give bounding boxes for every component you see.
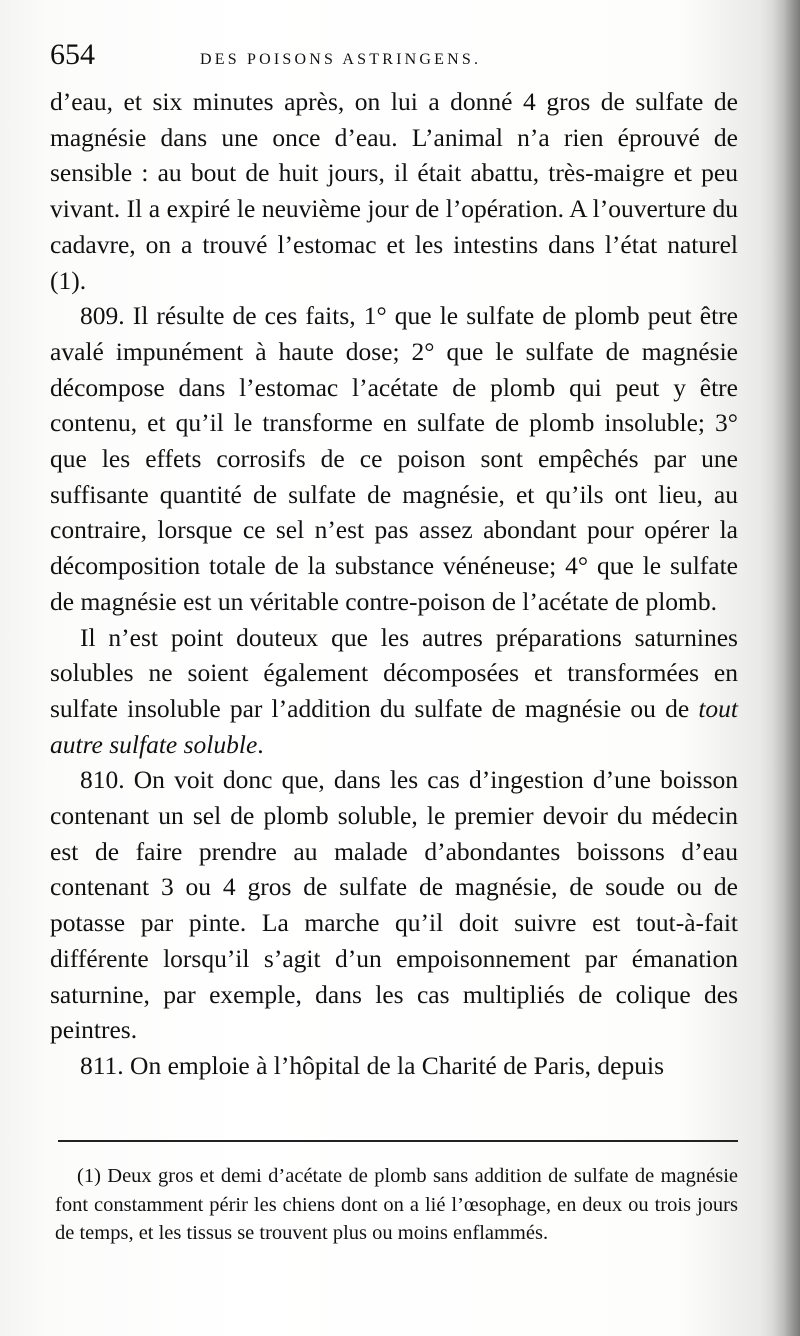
paragraph-810: 810. On voit donc que, dans les cas d’ingestion d’une boisson contenant un sel de plomb soluble, le premier devoir du médecin est de faire prendre au malade d’abondantes boissons d’eau contenant 3 ou 4 gros de sulfate de magnésie, de soude ou de potasse par pinte. La marche qu’il doit suivre est tout-à-fait différente lorsqu’il s’agit d’un empoisonnement par émanation saturnine, par exemple, dans les cas multipliés de colique des peintres. <box>50 765 738 1045</box>
running-title: DES POISONS ASTRINGENS. <box>200 51 482 68</box>
paragraph-811: 811. On emploie à l’hôpital de la Charité de Paris, depuis <box>80 1050 664 1080</box>
paragraph-3-italic: tout autre sulfate soluble <box>50 693 738 759</box>
page-header <box>50 38 740 78</box>
page-gutter-shadow <box>772 0 800 1336</box>
paragraph-3 <box>50 620 738 763</box>
footnote-separator <box>58 1140 738 1142</box>
footnote <box>55 1162 738 1248</box>
footnote-text: (1) Deux gros et demi d’acétate de plomb sans addition de sulfate de magnésie font constamment périr les chiens dont on a lié l’œsophage, en deux ou trois jours de temps, et les tissus se trouvent plus ou moins enflammés. <box>55 1165 738 1244</box>
paragraph-3-text: Il n’est point douteux que les autres préparations saturnines solubles ne soient également décomposées et transformées en sulfate insoluble par l’addition du sulfate de magnésie ou de <box>50 622 738 723</box>
paragraph-809: 809. Il résulte de ces faits, 1° que le sulfate de plomb peut être avalé impunément à haute dose; 2° que le sulfate de magnésie décompose dans l’estomac l’acétate de plomb qui peut y être contenu, et qu’il le transforme en sulfate de plomb insoluble; 3° que les effets corrosifs de ce poison sont empêchés par une suffisante quantité de sulfate de magnésie, et qu’ils ont lieu, au contraire, lorsque ce sel n’est pas assez abondant pour opérer la décomposition totale de la substance vénéneuse; 4° que le sulfate de magnésie est un véritable contre-poison de l’acétate de plomb. <box>50 301 738 616</box>
main-text <box>50 84 738 1084</box>
paragraph-3-end: . <box>257 729 264 759</box>
page-number: 654 <box>50 38 95 71</box>
paragraph-1: d’eau, et six minutes après, on lui a donné 4 gros de sulfate de magnésie dans une once d’eau. L’animal n’a rien éprouvé de sensible : au bout de huit jours, il était abattu, très-maigre et peu vivant. Il a expiré le neuvième jour de l’opération. A l’ouverture du cadavre, on a trouvé l’estomac et les intestins dans l’état naturel (1). <box>50 87 738 295</box>
